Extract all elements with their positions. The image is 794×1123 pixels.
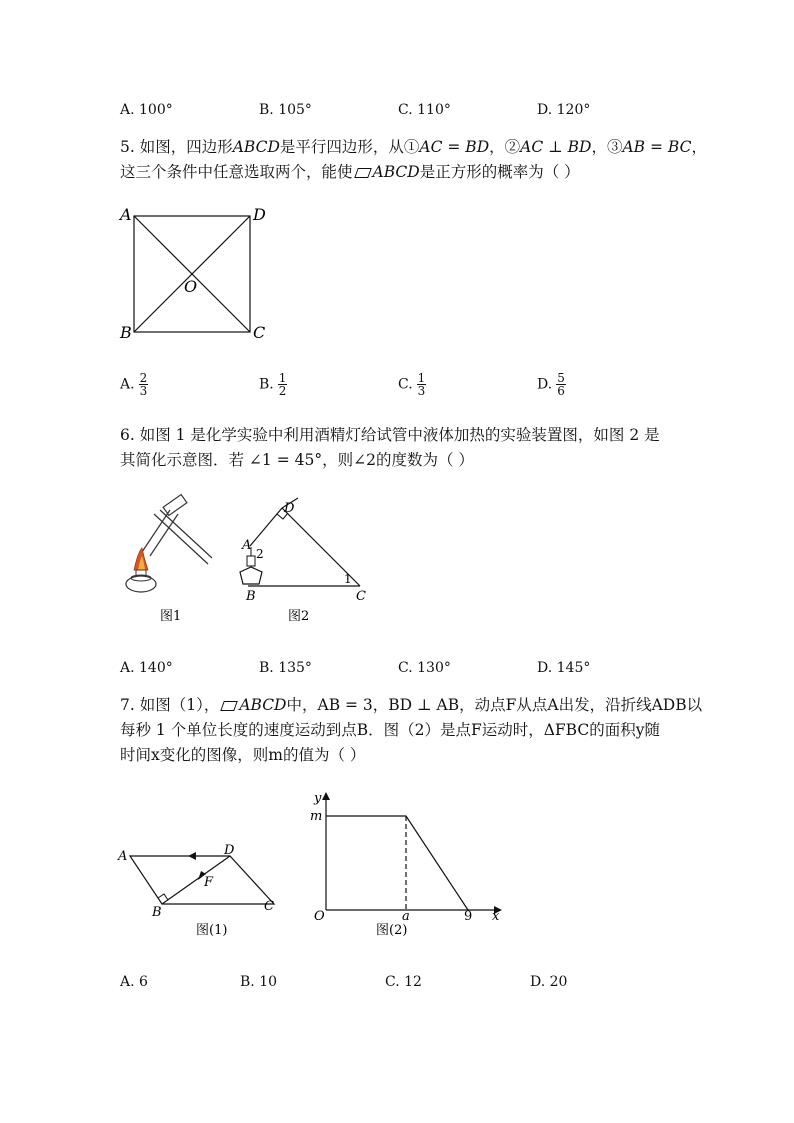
option-text: 140°	[139, 660, 173, 676]
diagonal-bd	[162, 856, 230, 904]
q5-option-a	[120, 372, 148, 397]
angle-2-label: 2	[256, 547, 264, 561]
q7-option-d	[530, 972, 567, 992]
holder-rod-2	[160, 510, 212, 558]
q7-option-a	[120, 972, 148, 992]
q6-option-b	[259, 658, 312, 678]
option-letter: C.	[398, 660, 413, 676]
q5-option-c	[398, 372, 426, 397]
q5-quad-name: ABCD	[232, 138, 280, 156]
right-angle-mark	[158, 894, 168, 900]
option-letter: C.	[398, 376, 413, 393]
option-letter: A.	[120, 660, 135, 676]
option-letter: C.	[398, 102, 413, 118]
fraction	[278, 372, 288, 397]
option-text: 135°	[278, 660, 312, 676]
q4-option-c	[398, 100, 451, 120]
option-letter: A.	[120, 376, 135, 393]
q4-option-d	[537, 100, 590, 120]
option-text: 110°	[417, 102, 451, 118]
label-c: C	[264, 899, 274, 914]
q7-line-3: 时间x变化的图像，则m的值为（ ）	[120, 746, 366, 764]
q6-option-d	[537, 658, 590, 678]
option-letter: C.	[385, 974, 400, 990]
q5-text: ，②	[489, 138, 521, 156]
label-b: B	[120, 323, 132, 342]
label-b: B	[152, 905, 162, 920]
label-a: A	[242, 538, 252, 553]
q5-condition-3: AB = BC	[622, 138, 692, 156]
option-text: 145°	[556, 660, 591, 676]
label-m: m	[310, 809, 323, 824]
numerator: 5	[557, 371, 565, 385]
q7-fig2-graph	[304, 784, 514, 944]
q6-line-2: 其简化示意图．若 ∠1 = 45°，则∠2的度数为（ ）	[120, 451, 474, 469]
option-text: 100°	[139, 102, 173, 118]
fraction	[417, 372, 427, 397]
q6-fig2-diagram	[232, 492, 382, 632]
segment-ad	[250, 508, 282, 546]
option-letter: D.	[537, 102, 553, 118]
label-o: O	[314, 909, 325, 924]
q7-option-b	[240, 972, 277, 992]
parallelogram-symbol-icon	[221, 701, 239, 711]
q5-text: ，③	[591, 138, 623, 156]
q7-line-1	[120, 694, 702, 716]
label-f: F	[204, 875, 214, 890]
q7-option-c	[385, 972, 422, 992]
q5-line-2	[120, 161, 580, 183]
option-letter: B.	[259, 102, 274, 118]
q5-text: 5. 如图，四边形	[120, 138, 233, 156]
stand-rect	[247, 556, 255, 566]
test-tube-side-2	[150, 514, 178, 556]
q6-option-c	[398, 658, 451, 678]
denominator: 2	[278, 384, 287, 398]
numerator: 1	[417, 371, 426, 385]
q7-text: 中，AB = 3，BD ⊥ AB，动点F从点A出发，沿折线ADB以	[286, 696, 703, 714]
q5-text: 是正方形的概率为（ ）	[419, 163, 580, 181]
fig1-caption: 图1	[160, 609, 182, 624]
denominator: 3	[139, 384, 148, 398]
parallelogram-abcd	[130, 856, 274, 904]
q5-quad-name: ABCD	[372, 163, 420, 181]
q7-line-2: 每秒 1 个单位长度的速度运动到点B．图（2）是点F运动时，ΔFBC的面积y随	[120, 721, 660, 739]
option-letter: A.	[120, 102, 135, 118]
option-letter: A.	[120, 974, 135, 990]
option-letter: B.	[259, 660, 274, 676]
q5-condition-2: AC ⊥ BD	[520, 138, 592, 156]
q4-option-a	[120, 100, 173, 120]
q6-fig1-lab-apparatus	[112, 492, 232, 632]
option-letter: D.	[537, 660, 553, 676]
option-text: 10	[259, 974, 278, 990]
numerator: 2	[139, 371, 148, 385]
q4-option-b	[259, 100, 312, 120]
label-a: a	[402, 909, 410, 924]
holder-clip	[163, 495, 187, 516]
fraction	[556, 372, 566, 397]
option-letter: D.	[537, 376, 553, 393]
option-text: 6	[139, 974, 148, 990]
q5-square-figure	[112, 200, 282, 350]
q5-option-b	[259, 372, 287, 397]
label-o: O	[184, 277, 198, 296]
option-letter: B.	[259, 376, 274, 393]
denominator: 6	[557, 384, 565, 398]
option-letter: B.	[240, 974, 255, 990]
label-a: A	[120, 205, 132, 224]
fraction	[139, 372, 149, 397]
option-text: 130°	[417, 660, 451, 676]
label-x: x	[492, 909, 500, 924]
q5-option-d	[537, 372, 566, 397]
option-text: 12	[404, 974, 422, 990]
q6-line-1: 6. 如图 1 是化学实验中利用酒精灯给试管中液体加热的实验装置图，如图 2 是	[120, 426, 660, 444]
y-axis-arrow-icon	[322, 792, 330, 800]
label-y: y	[314, 791, 322, 806]
angle-1-label: 1	[344, 572, 352, 586]
fig2-caption: 图(2)	[376, 923, 408, 938]
label-b: B	[246, 589, 256, 604]
label-c: C	[253, 323, 266, 342]
label-9: 9	[464, 909, 473, 924]
q5-line-1	[120, 136, 707, 158]
label-d: D	[224, 843, 235, 858]
q7-quad-name: ABCD	[239, 696, 287, 714]
fig2-caption: 图2	[288, 609, 310, 624]
option-text: 20	[549, 974, 568, 990]
q6-option-a	[120, 658, 173, 678]
denominator: 3	[417, 384, 426, 398]
option-text: 105°	[278, 102, 312, 118]
option-text: 120°	[556, 102, 591, 118]
alcohol-lamp-icon	[126, 576, 156, 592]
label-d: D	[253, 205, 266, 224]
option-letter: D.	[530, 974, 546, 990]
q5-text: 这三个条件中任意选取两个，能使	[120, 163, 353, 181]
q5-text: 是平行四边形，从①	[279, 138, 420, 156]
stand-pentagon	[240, 567, 262, 584]
label-c: C	[356, 589, 366, 604]
q7-text: 7. 如图（1），	[120, 696, 220, 714]
q5-text: ，	[691, 138, 707, 156]
area-graph-line	[326, 816, 468, 910]
numerator: 1	[278, 371, 287, 385]
fig1-caption: 图(1)	[196, 923, 228, 938]
parallelogram-symbol-icon	[354, 168, 372, 178]
arrow-ad-icon	[188, 852, 196, 860]
label-a: A	[118, 849, 128, 864]
q7-fig1-parallelogram	[112, 836, 292, 946]
label-d: D	[284, 501, 295, 516]
q5-condition-1: AC = BD	[419, 138, 490, 156]
